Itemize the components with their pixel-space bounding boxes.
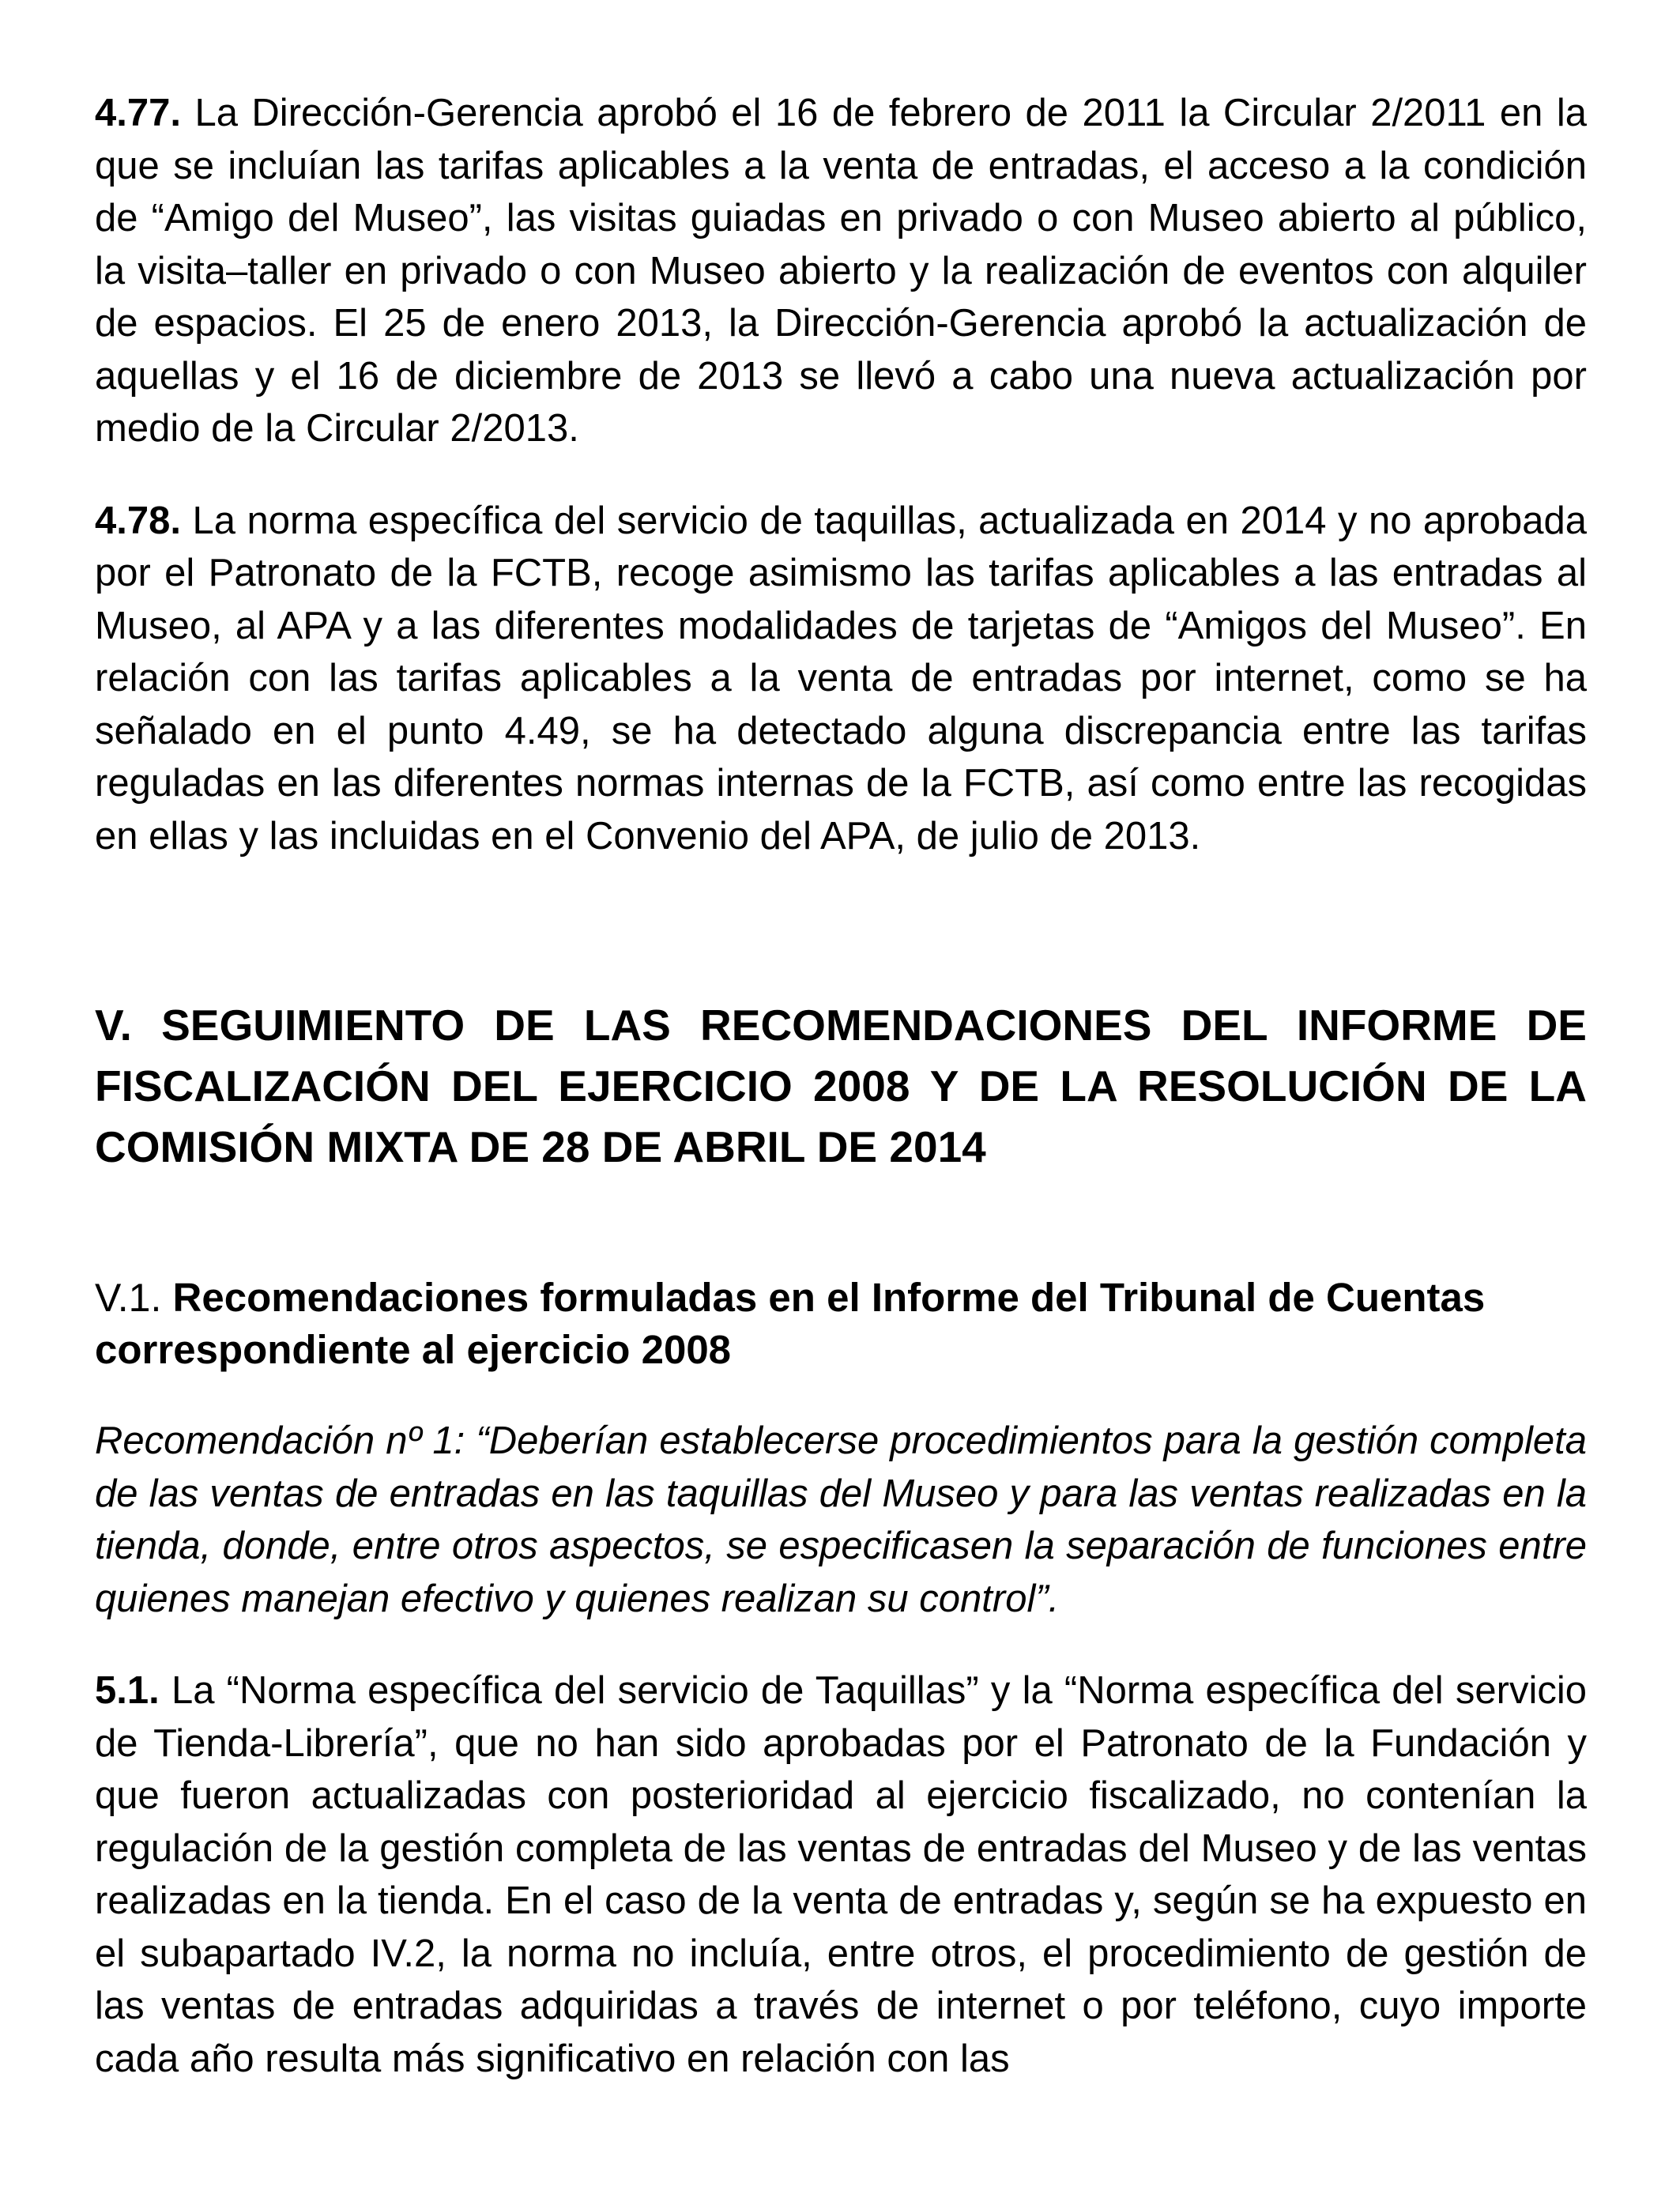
paragraph-number: 5.1.	[95, 1669, 160, 1712]
paragraph-text: La norma específica del servicio de taquillas, actualizada en 2014 y no aprobada por el Patronato de la FCTB, recoge asimismo las tarifas aplicables a las entradas al Museo, al APA y a las diferentes modalidades de tarjetas de “Amigos del Museo”. En relación con las tarifas aplicables a la venta de entradas por internet, como se ha señalado en el punto 4.49, se ha detectado alguna discrepancia entre las tarifas reguladas en las diferentes normas internas de la FCTB, así como entre las recogidas en ellas y las incluidas en el Convenio del APA, de julio de 2013.	[95, 499, 1587, 858]
paragraph-text: La “Norma específica del servicio de Taquillas” y la “Norma específica del servicio de Tienda-Librería”, que no han sido aprobadas por el Patronato de la Fundación y que fueron actualizadas con posterioridad al ejercicio fiscalizado, no contenían la regulación de la gestión completa de las ventas de entradas del Museo y de las ventas realizadas en la tienda. En el caso de la venta de entradas y, según se ha expuesto en el subapartado IV.2, la norma no incluía, entre otros, el procedimiento de gestión de las ventas de entradas adquiridas a través de internet o por teléfono, cuyo importe cada año resulta más significativo en relación con las	[95, 1669, 1587, 2080]
recommendation-quote: Recomendación nº 1: “Deberían establecerse procedimientos para la gestión completa de las ventas de entradas en las taquillas del Museo y para las ventas realizadas en la tienda, donde, entre otros aspectos, se especificasen la separación de funciones entre quienes manejan efectivo y quienes realizan su control”.	[95, 1419, 1587, 1620]
subsection-title	[95, 1272, 1587, 1376]
paragraph-number: 4.78.	[95, 499, 181, 542]
subsection-title-text: Recomendaciones formuladas en el Informe del Tribunal de Cuentas correspondiente al ejercicio 2008	[95, 1275, 1486, 1372]
document-page	[95, 87, 1587, 2124]
paragraph-text: La Dirección-Gerencia aprobó el 16 de febrero de 2011 la Circular 2/2011 en la que se incluían las tarifas aplicables a la venta de entradas, el acceso a la condición de “Amigo del Museo”, las visitas guiadas en privado o con Museo abierto al público, la visita–taller en privado o con Museo abierto y la realización de eventos con alquiler de espacios. El 25 de enero 2013, la Dirección-Gerencia aprobó la actualización de aquellas y el 16 de diciembre de 2013 se llevó a cabo una nueva actualización por medio de la Circular 2/2013.	[95, 92, 1587, 450]
paragraph-4-77	[95, 87, 1587, 455]
paragraph-5-1	[95, 1664, 1587, 2085]
paragraph-4-78	[95, 495, 1587, 863]
subsection-number: V.1.	[95, 1276, 162, 1320]
section-title: V. SEGUIMIENTO DE LAS RECOMENDACIONES DEL INFORME DE FISCALIZACIÓN DEL EJERCICIO 2008 Y DE LA RESOLUCIÓN DE LA COMISIÓN MIXTA DE 28 DE ABRIL DE 2014	[95, 1001, 1587, 1171]
paragraph-number: 4.77.	[95, 92, 181, 134]
